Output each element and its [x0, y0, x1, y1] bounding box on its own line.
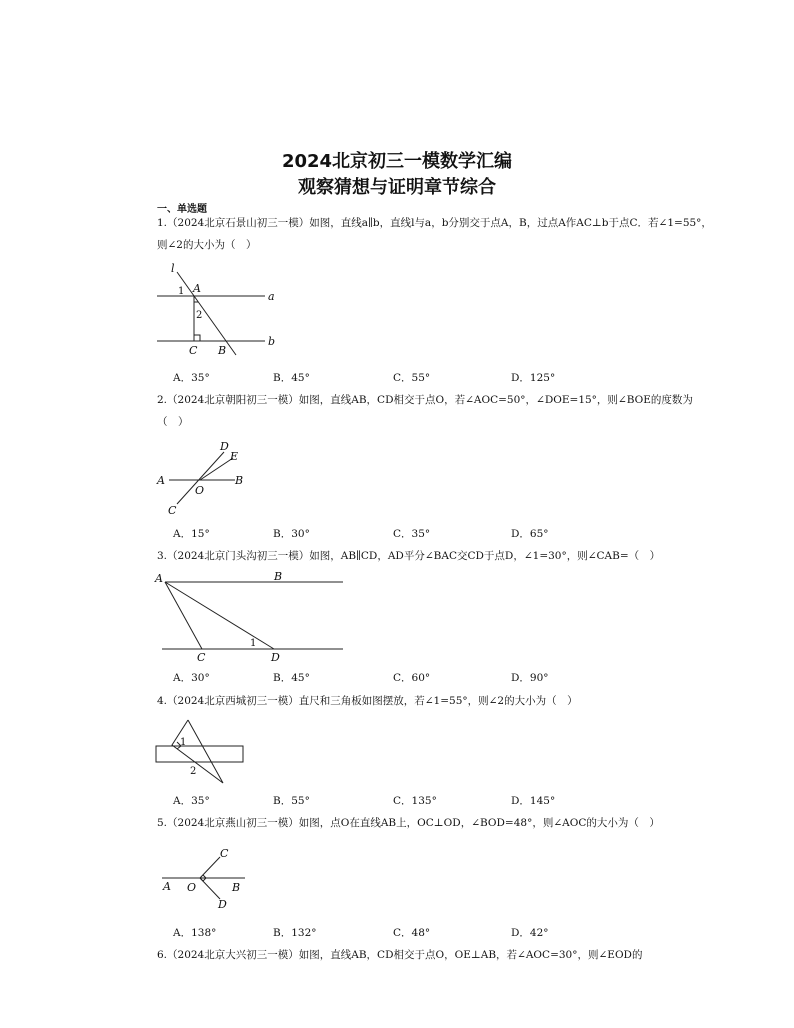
label-B: B [274, 570, 283, 583]
label-angle-1: 1 [250, 638, 257, 649]
line-l [177, 272, 236, 355]
question-2-figure [150, 440, 260, 520]
label-B: B [232, 881, 241, 894]
label-O: O [195, 484, 205, 497]
option-c: C．48° [393, 927, 431, 939]
option-a: A．138° [173, 927, 217, 939]
label-C: C [189, 344, 198, 357]
label-C: C [220, 847, 229, 860]
label-angle-1: 1 [180, 737, 187, 748]
question-4-figure [150, 715, 260, 790]
option-c: C．55° [393, 372, 431, 384]
label-D: D [271, 651, 280, 664]
option-c: C．135° [393, 795, 437, 807]
question-5-figure [150, 842, 260, 912]
label-E: E [230, 450, 239, 463]
label-angle-2: 2 [196, 310, 203, 321]
segment-ad [165, 582, 274, 649]
label-B: B [235, 474, 244, 487]
label-b: b [268, 335, 276, 348]
option-b: B．45° [273, 372, 310, 384]
option-d: D．90° [511, 672, 549, 684]
option-c: C．60° [393, 672, 431, 684]
label-C: C [197, 651, 206, 664]
label-A: A [163, 880, 171, 893]
question-3-text: 3.（2024北京门头沟初三一模）如图，AB∥CD，AD平分∠BAC交CD于点D，∠1=30°，则∠CAB=（ ） [157, 550, 661, 562]
option-a: A．30° [173, 672, 210, 684]
label-A: A [157, 474, 165, 487]
option-b: B．55° [273, 795, 310, 807]
question-1-text: 1.（2024北京石景山初三一模）如图，直线a∥b，直线l与a，b分别交于点A，B，过点A作AC⊥b于点C．若∠1=55°，则∠2的大小为（ ） [157, 217, 712, 251]
question-6-text: 6.（2024北京大兴初三一模）如图，直线AB，CD相交于点O，OE⊥AB，若∠AOC=30°，则∠EOD的 [157, 949, 643, 961]
question-5-text: 5.（2024北京燕山初三一模）如图，点O在直线AB上，OC⊥OD，∠BOD=48°，则∠AOC的大小为（ ） [157, 817, 660, 829]
label-D: D [220, 440, 229, 453]
label-angle-1: 1 [178, 286, 185, 297]
question-2-text: 2.（2024北京朝阳初三一模）如图，直线AB，CD相交于点O，若∠AOC=50°，∠DOE=15°，则∠BOE的度数为（ ） [157, 394, 693, 428]
label-angle-2: 2 [190, 766, 197, 777]
option-b: B．30° [273, 528, 310, 540]
segment-ac [165, 582, 202, 649]
label-a: a [268, 290, 275, 303]
option-d: D．42° [511, 927, 549, 939]
question-1-figure [150, 260, 290, 360]
right-angle-mark-c [194, 335, 200, 341]
label-D: D [218, 898, 227, 911]
page-title: 2024北京初三一模数学汇编 [281, 151, 513, 172]
ruler [156, 746, 243, 762]
label-A: A [193, 282, 201, 295]
question-5-options [173, 925, 633, 941]
option-b: B．132° [273, 927, 317, 939]
page-subtitle: 观察猜想与证明章节综合 [298, 177, 496, 198]
option-d: D．65° [511, 528, 549, 540]
question-1-options [173, 370, 633, 386]
ray-oe [200, 458, 233, 480]
question-3-options [173, 670, 633, 686]
label-O: O [187, 881, 197, 894]
label-l: l [171, 262, 175, 275]
label-C: C [168, 504, 177, 517]
section-heading: 一、单选题 [157, 204, 207, 215]
question-2-options [173, 526, 633, 542]
label-A: A [155, 572, 163, 585]
question-4-options [173, 793, 633, 809]
option-a: A．15° [173, 528, 210, 540]
option-b: B．45° [273, 672, 310, 684]
option-a: A．35° [173, 372, 210, 384]
label-B: B [218, 344, 227, 357]
option-d: D．145° [511, 795, 556, 807]
option-c: C．35° [393, 528, 431, 540]
ray-oc [200, 857, 220, 878]
question-3-figure [150, 568, 360, 668]
question-4-text: 4.（2024北京西城初三一模）直尺和三角板如图摆放，若∠1=55°，则∠2的大小为（ ） [157, 695, 578, 707]
option-d: D．125° [511, 372, 556, 384]
triangle-plate [172, 720, 223, 783]
option-a: A．35° [173, 795, 210, 807]
